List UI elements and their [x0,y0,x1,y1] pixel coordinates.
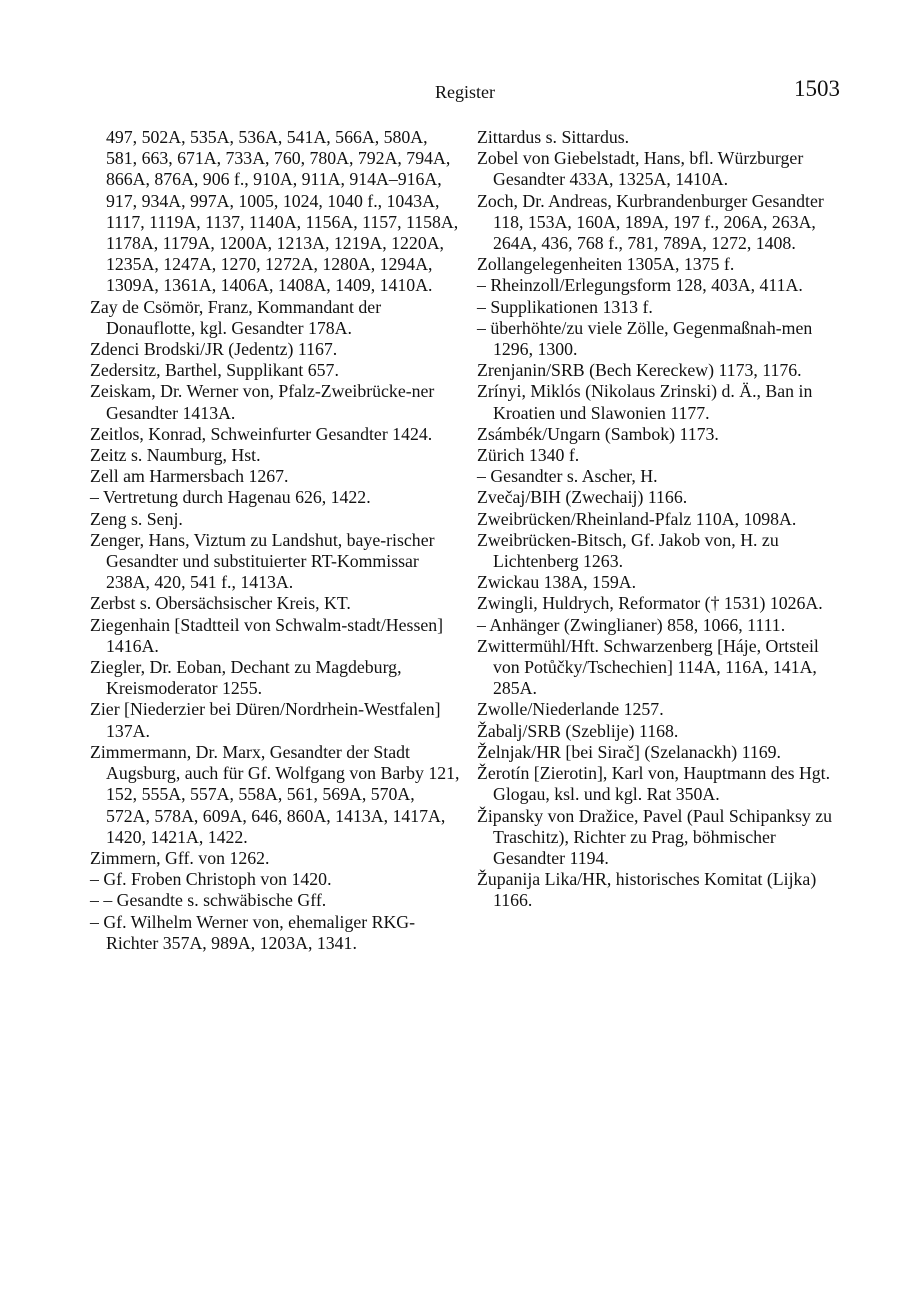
index-entry: Zay de Csömör, Franz, Kommandant der Donauflotte, kgl. Gesandter 178A. [90,296,382,338]
index-entry: Zweibrücken/Rheinland-Pfalz 110A, 1098A. [477,508,797,529]
index-entry: Zeitlos, Konrad, Schweinfurter Gesandter 1424. [90,423,433,444]
index-entry: Želnjak/HR [bei Sirač] (Szelanackh) 1169. [477,741,781,762]
index-entry: – Gf. Wilhelm Werner von, ehemaliger RKG-Richter 357A, 989A, 1203A, 1341. [90,911,416,953]
page-header [90,78,840,108]
index-entry: Zedersitz, Barthel, Supplikant 657. [90,360,339,381]
index-entry: Zollangelegenheiten 1305A, 1375 f. [477,254,735,275]
index-entry: Zwolle/Niederlande 1257. [477,699,664,720]
index-entry: Zeiskam, Dr. Werner von, Pfalz-Zweibrücke-ner Gesandter 1413A. [90,381,435,423]
index-entry: 497, 502A, 535A, 536A, 541A, 566A, 580A, 581, 663, 671A, 733A, 760, 780A, 792A, 794A, 866A, 876A, 906 f., 910A, 911A, 914A–916A, 917, 934A, 997A, 1005, 1024, 1040 f., 1043A, 1117, 1119A, 1137, 1140A, 1156A, 1157, 1158A, 1178A, 1179A, 1200A, 1213A, 1219A, 1220A, 1235A, 1247A, 1270, 1272A, 1280A, 1294A, 1309A, 1361A, 1406A, 1408A, 1409, 1410A. [106,127,459,296]
index-entry: Zsámbék/Ungarn (Sambok) 1173. [477,423,719,444]
index-entry: Zvečaj/BIH (Zwechaij) 1166. [477,487,688,508]
index-entry: Zell am Harmersbach 1267. [90,466,289,487]
index-entry: – Rheinzoll/Erlegungsform 128, 403A, 411A. [477,275,803,296]
index-entry: – Gesandter s. Ascher, H. [477,466,658,487]
index-entry: Zimmern, Gff. von 1262. [90,847,270,868]
index-entry: Zürich 1340 f. [477,445,580,466]
index-entry: – überhöhte/zu viele Zölle, Gegenmaßnah-men 1296, 1300. [477,317,813,360]
index-entry: – Anhänger (Zwinglianer) 858, 1066, 1111. [477,614,786,635]
index-entry: Zwickau 138A, 159A. [477,572,637,593]
index-entry: Zrínyi, Miklós (Nikolaus Zrinski) d. Ä., Ban in Kroatien und Slawonien 1177. [477,381,813,423]
index-entry: Zoch, Dr. Andreas, Kurbrandenburger Gesandter 118, 153A, 160A, 189A, 197 f., 206A, 263A, 264A, 436, 768 f., 781, 789A, 1272, 1408. [477,190,824,254]
index-entry: Zwingli, Huldrych, Reformator († 1531) 1026A. [477,593,823,614]
index-entry: Zeng s. Senj. [90,508,183,529]
left-index-column [90,127,462,954]
index-entry: Zerbst s. Obersächsischer Kreis, KT. [90,593,351,614]
index-entry: Zittardus s. Sittardus. [477,127,630,147]
index-entry: Zenger, Hans, Viztum zu Landshut, baye-rischer Gesandter und substituierter RT-Kommissar 238A, 420, 541 f., 1413A. [90,529,435,593]
running-title: Register [435,82,495,102]
index-entry: Zrenjanin/SRB (Bech Kereckew) 1173, 1176. [477,360,802,381]
index-entry: Zweibrücken-Bitsch, Gf. Jakob von, H. zu Lichtenberg 1263. [477,529,779,572]
index-entry: Ziegenhain [Stadtteil von Schwalm-stadt/Hessen] 1416A. [90,614,444,656]
page-number: 1503 [794,76,840,101]
index-entry: Zimmermann, Dr. Marx, Gesandter der Stadt Augsburg, auch für Gf. Wolfgang von Barby 121, 152, 555A, 557A, 558A, 561, 569A, 570A, 572A, 578A, 609A, 646, 860A, 1413A, 1417A, 1420, 1421A, 1422. [90,741,460,847]
index-entry: Žerotín [Zierotin], Karl von, Hauptmann des Hgt. Glogau, ksl. und kgl. Rat 350A. [477,763,831,805]
index-entry: Zobel von Giebelstadt, Hans, bfl. Würzburger Gesandter 433A, 1325A, 1410A. [477,148,804,190]
index-entry: Zeitz s. Naumburg, Hst. [90,445,261,466]
right-index-column [477,127,845,912]
index-entry: – – Gesandte s. schwäbische Gff. [90,890,327,911]
index-entry: – Supplikationen 1313 f. [477,296,653,317]
index-entry: – Vertretung durch Hagenau 626, 1422. [90,487,371,508]
index-entry: – Gf. Froben Christoph von 1420. [90,869,332,890]
index-entry: Županija Lika/HR, historisches Komitat (Lijka) 1166. [477,869,817,911]
index-entry: Žipansky von Dražice, Pavel (Paul Schipanksy zu Traschitz), Richter zu Prag, böhmischer Gesandter 1194. [477,805,833,868]
index-entry: Zier [Niederzier bei Düren/Nordrhein-Westfalen] 137A. [90,699,441,741]
index-entry: Ziegler, Dr. Eoban, Dechant zu Magdeburg, Kreismoderator 1255. [90,657,402,699]
index-entry: Zdenci Brodski/JR (Jedentz) 1167. [90,339,338,360]
index-entry: Žabalj/SRB (Szeblije) 1168. [477,720,679,741]
index-entry: Zwittermühl/Hft. Schwarzenberg [Háje, Ortsteil von Potůčky/Tschechien] 114A, 116A, 141A, 285A. [477,635,819,699]
